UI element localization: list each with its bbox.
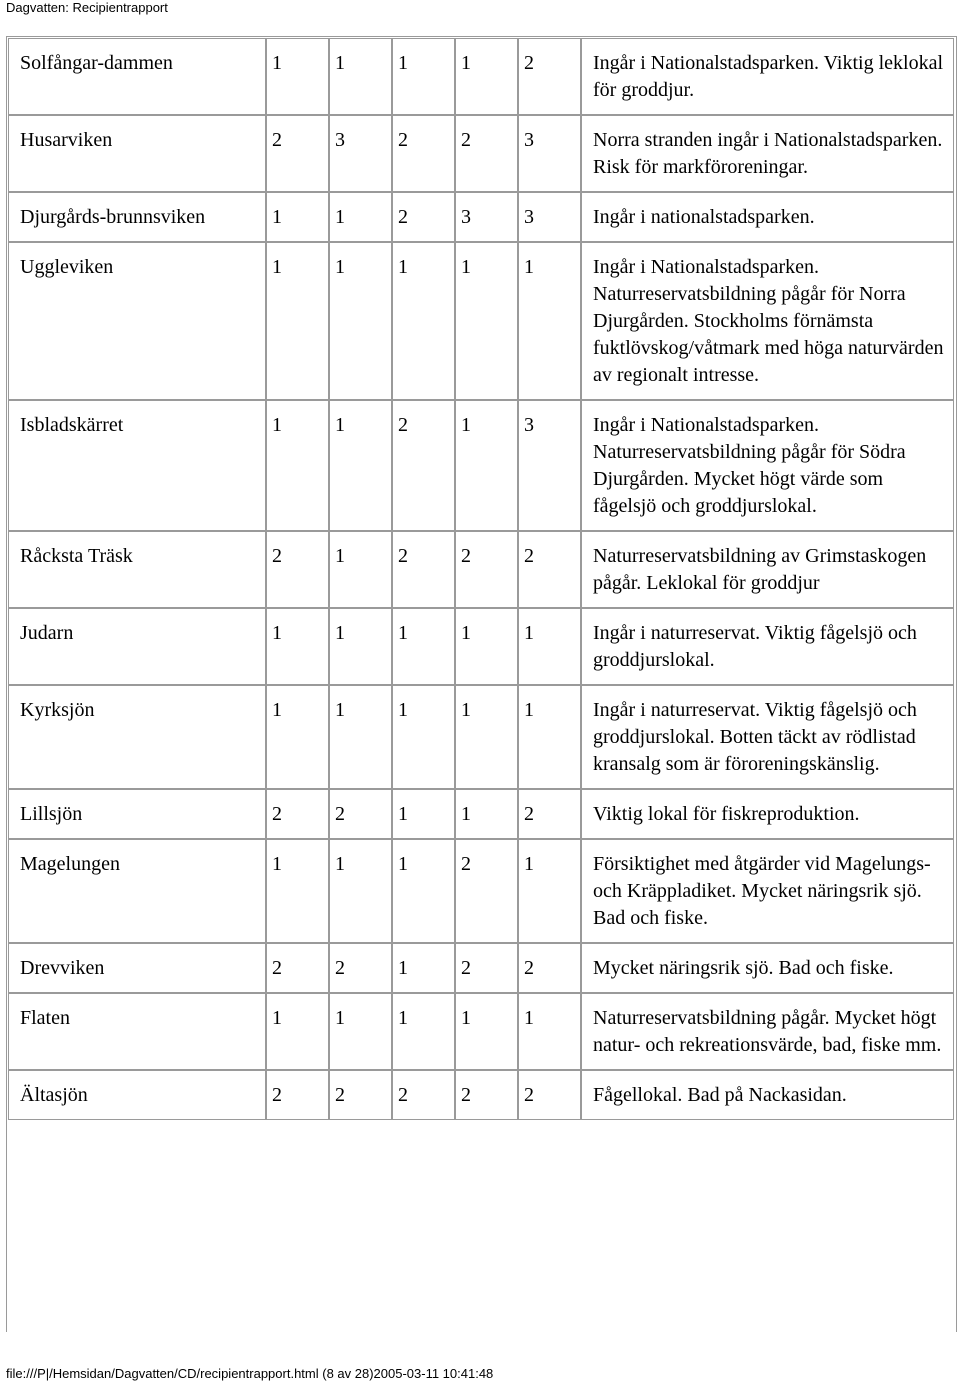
lake-name-cell [8, 192, 266, 242]
lake-name-cell [8, 38, 266, 115]
score-cell [518, 993, 581, 1070]
score-value: 1 [272, 699, 282, 721]
score-cell [329, 685, 392, 789]
lake-name-cell [8, 608, 266, 685]
note-text: Ingår i nationalstadsparken. [593, 206, 815, 228]
score-value: 2 [272, 129, 282, 151]
score-cell [518, 1070, 581, 1120]
score-value: 1 [398, 853, 408, 875]
note-text: Fågellokal. Bad på Nackasidan. [593, 1084, 847, 1106]
score-value: 1 [272, 853, 282, 875]
score-value: 2 [272, 1084, 282, 1106]
score-cell [329, 400, 392, 531]
note-cell [581, 993, 954, 1070]
score-value: 1 [461, 256, 471, 278]
note-text: Ingår i naturreservat. Viktig fågelsjö och groddjurslokal. Botten täckt av rödlistad kransalg som är föroreningskänslig. [593, 699, 917, 775]
score-value: 2 [398, 206, 408, 228]
score-value: 1 [524, 1007, 534, 1029]
score-cell [518, 608, 581, 685]
lake-name: Djurgårds-brunnsviken [20, 206, 206, 228]
score-cell [455, 400, 518, 531]
score-cell [266, 943, 329, 993]
score-value: 2 [398, 129, 408, 151]
table-row [8, 531, 954, 608]
score-value: 1 [461, 803, 471, 825]
score-value: 1 [398, 699, 408, 721]
note-cell [581, 115, 954, 192]
lake-name: Råcksta Träsk [20, 545, 133, 567]
table-row [8, 993, 954, 1070]
score-value: 1 [461, 414, 471, 436]
note-text: Naturreservatsbildning av Grimstaskogen pågår. Leklokal för groddjur [593, 545, 927, 594]
score-value: 1 [398, 803, 408, 825]
table-right-edge [956, 36, 957, 1332]
score-cell [455, 192, 518, 242]
score-cell [392, 192, 455, 242]
score-cell [266, 531, 329, 608]
score-value: 3 [335, 129, 345, 151]
table-row [8, 1070, 954, 1120]
score-cell [329, 839, 392, 943]
score-cell [455, 242, 518, 400]
lake-name: Judarn [20, 622, 74, 644]
score-cell [455, 789, 518, 839]
score-cell [455, 115, 518, 192]
note-text: Mycket näringsrik sjö. Bad och fiske. [593, 957, 894, 979]
page-footer: file:///P|/Hemsidan/Dagvatten/CD/recipientrapport.html (8 av 28)2005-03-11 10:41:48 [6, 1366, 494, 1381]
lake-name-cell [8, 943, 266, 993]
score-value: 2 [524, 1084, 534, 1106]
score-value: 1 [335, 256, 345, 278]
lake-name: Lillsjön [20, 803, 83, 825]
score-value: 1 [524, 622, 534, 644]
note-cell [581, 789, 954, 839]
score-cell [455, 685, 518, 789]
score-value: 1 [335, 545, 345, 567]
score-cell [455, 531, 518, 608]
note-cell [581, 531, 954, 608]
lake-name-cell [8, 242, 266, 400]
score-cell [266, 608, 329, 685]
score-value: 2 [272, 803, 282, 825]
score-cell [266, 789, 329, 839]
lake-name: Drevviken [20, 957, 105, 979]
lake-name: Magelungen [20, 853, 120, 875]
score-cell [329, 1070, 392, 1120]
score-cell [329, 115, 392, 192]
score-cell [266, 685, 329, 789]
score-value: 1 [524, 853, 534, 875]
score-value: 1 [524, 256, 534, 278]
score-cell [392, 531, 455, 608]
lake-name: Uggleviken [20, 256, 114, 278]
score-cell [392, 400, 455, 531]
score-cell [392, 608, 455, 685]
score-cell [329, 943, 392, 993]
score-value: 2 [524, 52, 534, 74]
note-text: Ingår i naturreservat. Viktig fågelsjö och groddjurslokal. [593, 622, 917, 671]
score-value: 2 [272, 545, 282, 567]
note-cell [581, 839, 954, 943]
score-value: 1 [335, 206, 345, 228]
score-cell [518, 115, 581, 192]
lake-name-cell [8, 115, 266, 192]
score-cell [455, 839, 518, 943]
score-cell [518, 789, 581, 839]
score-cell [266, 400, 329, 531]
score-value: 1 [524, 699, 534, 721]
score-cell [455, 608, 518, 685]
table-row [8, 943, 954, 993]
score-cell [392, 943, 455, 993]
note-text: Ingår i Nationalstadsparken. Naturreservatsbildning pågår för Norra Djurgården. Stockholms förnämsta fuktlövskog/våtmark med höga naturvärden av regionalt intresse. [593, 256, 944, 386]
score-value: 1 [335, 1007, 345, 1029]
score-value: 3 [524, 129, 534, 151]
score-value: 1 [461, 1007, 471, 1029]
note-text: Försiktighet med åtgärder vid Magelungs- och Kräppladiket. Mycket näringsrik sjö. Bad och fiske. [593, 853, 931, 929]
score-cell [518, 192, 581, 242]
score-value: 1 [398, 622, 408, 644]
note-text: Viktig lokal för fiskreproduktion. [593, 803, 860, 825]
lake-name: Solfångar-dammen [20, 52, 173, 74]
lake-name-cell [8, 531, 266, 608]
score-value: 2 [398, 545, 408, 567]
note-text: Ingår i Nationalstadsparken. Naturreservatsbildning pågår för Södra Djurgården. Mycket högt värde som fågelsjö och groddjurslokal. [593, 414, 906, 517]
score-cell [518, 400, 581, 531]
note-cell [581, 242, 954, 400]
score-cell [329, 993, 392, 1070]
lake-name-cell [8, 993, 266, 1070]
score-cell [455, 38, 518, 115]
note-text: Norra stranden ingår i Nationalstadsparken. Risk för markföroreningar. [593, 129, 943, 178]
score-cell [329, 192, 392, 242]
note-cell [581, 192, 954, 242]
lake-name-cell [8, 839, 266, 943]
note-cell [581, 1070, 954, 1120]
score-value: 1 [461, 52, 471, 74]
note-cell [581, 608, 954, 685]
score-value: 2 [461, 957, 471, 979]
score-cell [518, 38, 581, 115]
lake-name-cell [8, 1070, 266, 1120]
score-cell [518, 531, 581, 608]
note-cell [581, 685, 954, 789]
score-cell [392, 685, 455, 789]
score-cell [329, 38, 392, 115]
score-value: 2 [272, 957, 282, 979]
score-cell [392, 993, 455, 1070]
page-header: Dagvatten: Recipientrapport [6, 0, 168, 15]
score-value: 2 [524, 957, 534, 979]
score-cell [266, 192, 329, 242]
score-value: 1 [335, 414, 345, 436]
score-value: 1 [335, 853, 345, 875]
score-cell [392, 242, 455, 400]
table-row [8, 789, 954, 839]
score-value: 3 [524, 206, 534, 228]
score-value: 1 [272, 52, 282, 74]
score-value: 1 [398, 1007, 408, 1029]
score-cell [266, 115, 329, 192]
score-value: 2 [398, 1084, 408, 1106]
score-cell [455, 1070, 518, 1120]
lake-name: Isbladskärret [20, 414, 124, 436]
score-value: 2 [461, 545, 471, 567]
lake-name-cell [8, 789, 266, 839]
recipient-table [8, 38, 954, 1120]
score-value: 2 [524, 545, 534, 567]
table-row [8, 115, 954, 192]
score-value: 1 [335, 622, 345, 644]
score-cell [266, 839, 329, 943]
score-cell [518, 839, 581, 943]
score-value: 1 [335, 52, 345, 74]
score-value: 2 [335, 803, 345, 825]
score-cell [266, 38, 329, 115]
recipient-table-body [8, 38, 954, 1120]
score-cell [392, 1070, 455, 1120]
score-cell [392, 38, 455, 115]
score-cell [329, 789, 392, 839]
score-value: 1 [272, 414, 282, 436]
score-value: 2 [335, 1084, 345, 1106]
note-cell [581, 400, 954, 531]
table-row [8, 192, 954, 242]
score-value: 1 [461, 622, 471, 644]
score-value: 1 [272, 256, 282, 278]
score-cell [329, 608, 392, 685]
lake-name-cell [8, 685, 266, 789]
score-cell [392, 115, 455, 192]
score-value: 2 [335, 957, 345, 979]
score-value: 1 [398, 52, 408, 74]
score-cell [518, 685, 581, 789]
score-cell [518, 943, 581, 993]
score-value: 2 [398, 414, 408, 436]
score-cell [329, 531, 392, 608]
note-cell [581, 38, 954, 115]
score-cell [392, 839, 455, 943]
table-row [8, 400, 954, 531]
table-row [8, 839, 954, 943]
score-value: 1 [272, 1007, 282, 1029]
lake-name: Flaten [20, 1007, 70, 1029]
score-cell [392, 789, 455, 839]
score-value: 1 [398, 957, 408, 979]
score-cell [266, 1070, 329, 1120]
score-value: 3 [524, 414, 534, 436]
score-value: 1 [398, 256, 408, 278]
score-cell [329, 242, 392, 400]
lake-name: Husarviken [20, 129, 113, 151]
score-cell [455, 993, 518, 1070]
score-value: 2 [461, 853, 471, 875]
score-value: 3 [461, 206, 471, 228]
score-value: 1 [272, 622, 282, 644]
table-row [8, 242, 954, 400]
note-text: Ingår i Nationalstadsparken. Viktig leklokal för groddjur. [593, 52, 944, 101]
score-cell [455, 943, 518, 993]
note-text: Naturreservatsbildning pågår. Mycket högt natur- och rekreationsvärde, bad, fiske mm. [593, 1007, 942, 1056]
score-value: 2 [461, 129, 471, 151]
lake-name: Ältasjön [20, 1084, 88, 1106]
score-cell [266, 242, 329, 400]
lake-name: Kyrksjön [20, 699, 95, 721]
score-value: 2 [524, 803, 534, 825]
score-value: 1 [272, 206, 282, 228]
score-value: 2 [461, 1084, 471, 1106]
score-value: 1 [461, 699, 471, 721]
note-cell [581, 943, 954, 993]
score-cell [518, 242, 581, 400]
table-row [8, 38, 954, 115]
lake-name-cell [8, 400, 266, 531]
score-value: 1 [335, 699, 345, 721]
score-cell [266, 993, 329, 1070]
table-row [8, 685, 954, 789]
table-row [8, 608, 954, 685]
